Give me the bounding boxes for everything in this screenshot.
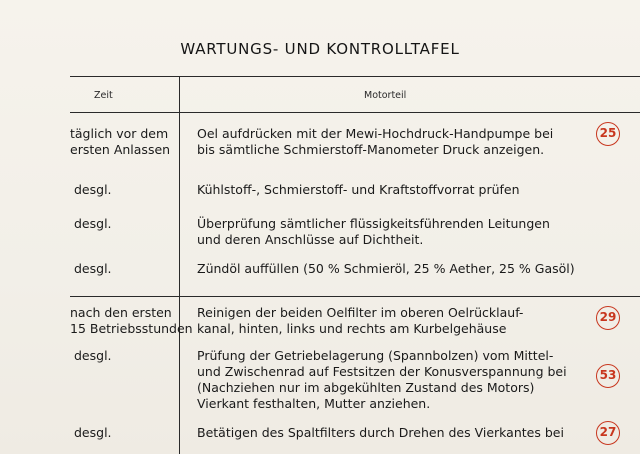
zeit-cell-0 (70, 126, 170, 158)
zeit-cell-1 (74, 182, 112, 198)
motorteil-line: Reinigen der beiden Oelfilter im oberen Oelrücklauf- (197, 305, 524, 320)
motorteil-cell-0 (197, 126, 592, 158)
motorteil-line: und Zwischenrad auf Festsitzen der Konusverspannung bei (197, 364, 567, 379)
column-header-zeit: Zeit (94, 90, 113, 101)
zeit-line: täglich vor dem (70, 126, 169, 141)
zeit-cell-5 (74, 348, 112, 364)
page-reference-badge-25: 25 (596, 122, 620, 146)
motorteil-line: (Nachziehen nur im abgekühlten Zustand des Motors) (197, 380, 535, 395)
motorteil-cell-3 (197, 261, 592, 277)
motorteil-line: Kühlstoff-, Schmierstoff- und Kraftstoffvorrat prüfen (197, 182, 520, 197)
motorteil-cell-2 (197, 216, 592, 248)
motorteil-line: Zündöl auffüllen (50 % Schmieröl, 25 % Aether, 25 % Gasöl) (197, 261, 575, 276)
zeit-line: desgl. (74, 348, 112, 363)
zeit-line: ersten Anlassen (70, 142, 171, 157)
column-divider (179, 77, 180, 454)
zeit-line: desgl. (74, 425, 112, 440)
column-header-motorteil: Motorteil (364, 90, 407, 101)
zeit-line: desgl. (74, 261, 112, 276)
motorteil-line: bis sämtliche Schmierstoff-Manometer Druck anzeigen. (197, 142, 545, 157)
motorteil-cell-1 (197, 182, 592, 198)
zeit-cell-6 (74, 425, 112, 441)
motorteil-line: kanal, hinten, links und rechts am Kurbelgehäuse (197, 321, 507, 336)
zeit-line: desgl. (74, 182, 112, 197)
page-title: WARTUNGS- UND KONTROLLTAFEL (180, 40, 460, 58)
table-header-rule (70, 112, 640, 113)
motorteil-line: Betätigen des Spaltfilters durch Drehen des Vierkantes bei (197, 425, 564, 440)
page-reference-badge-29: 29 (596, 306, 620, 330)
page-reference-badge-53: 53 (596, 364, 620, 388)
zeit-cell-3 (74, 261, 112, 277)
zeit-cell-2 (74, 216, 112, 232)
zeit-line: nach den ersten (70, 305, 172, 320)
zeit-cell-4 (70, 305, 193, 337)
motorteil-line: Überprüfung sämtlicher flüssigkeitsführenden Leitungen (197, 216, 550, 231)
motorteil-line: und deren Anschlüsse auf Dichtheit. (197, 232, 424, 247)
page-reference-badge-27: 27 (596, 421, 620, 445)
motorteil-line: Prüfung der Getriebelagerung (Spannbolzen) vom Mittel- (197, 348, 554, 363)
table-section-rule (70, 296, 640, 297)
motorteil-cell-4 (197, 305, 592, 337)
motorteil-line: Vierkant festhalten, Mutter anziehen. (197, 396, 431, 411)
motorteil-cell-6 (197, 425, 592, 441)
motorteil-line: Oel aufdrücken mit der Mewi-Hochdruck-Handpumpe bei (197, 126, 554, 141)
motorteil-cell-5 (197, 348, 592, 412)
zeit-line: desgl. (74, 216, 112, 231)
zeit-line: 15 Betriebsstunden (70, 321, 193, 336)
table-top-rule (70, 76, 640, 77)
